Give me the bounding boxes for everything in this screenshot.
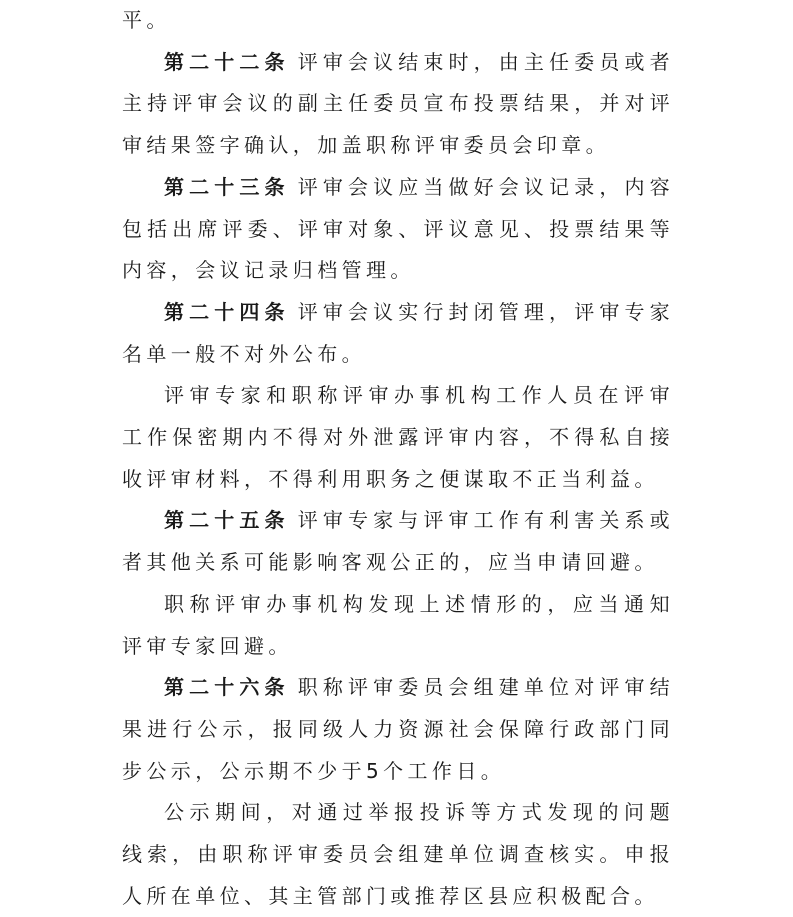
article-26-sub-paragraph — [122, 792, 674, 917]
article-number: 第二十二条 — [164, 49, 290, 74]
paragraph-text: 评审专家和职称评审办事机构工作人员在评审工作保密期内不得对外泄露评审内容，不得私自接收评审材料，不得利用职务之便谋取不正当利益。 — [122, 383, 674, 491]
article-24-sub-paragraph — [122, 375, 674, 500]
document-page — [122, 0, 674, 917]
paragraph-text: 职称评审办事机构发现上述情形的，应当通知评审专家回避。 — [122, 591, 674, 658]
article-23-paragraph — [122, 167, 674, 292]
paragraph-text: 公示期间，对通过举报投诉等方式发现的问题线索，由职称评审委员会组建单位调查核实。申报人所在单位、其主管部门或推荐区县应积极配合。 — [122, 800, 674, 908]
paragraph-continuation — [122, 0, 674, 42]
article-25-paragraph — [122, 500, 674, 583]
paragraph-text: 职称评审委员会组建单位对评审结果进行公示，报同级人力资源社会保障行政部门同步公示，公示期不少于5个工作日。 — [122, 675, 675, 783]
article-26-paragraph — [122, 667, 674, 792]
paragraph-text: 平。 — [122, 8, 171, 32]
paragraph-text: 评审会议应当做好会议记录，内容包括出席评委、评审对象、评议意见、投票结果等内容，会议记录归档管理。 — [122, 174, 675, 283]
article-25-sub-paragraph — [122, 584, 674, 667]
article-number: 第二十五条 — [164, 508, 290, 533]
article-number: 第二十四条 — [164, 299, 290, 324]
paragraph-text: 评审会议结束时，由主任委员或者主持评审会议的副主任委员宣布投票结果，并对评审结果签字确认，加盖职称评审委员会印章。 — [122, 49, 675, 158]
paragraph-text: 评审会议实行封闭管理，评审专家名单一般不对外公布。 — [122, 299, 675, 366]
paragraph-text: 评审专家与评审工作有利害关系或者其他关系可能影响客观公正的，应当申请回避。 — [122, 508, 675, 575]
article-number: 第二十三条 — [164, 174, 290, 199]
article-24-paragraph — [122, 292, 674, 375]
article-22-paragraph — [122, 42, 674, 167]
article-number: 第二十六条 — [164, 675, 290, 700]
